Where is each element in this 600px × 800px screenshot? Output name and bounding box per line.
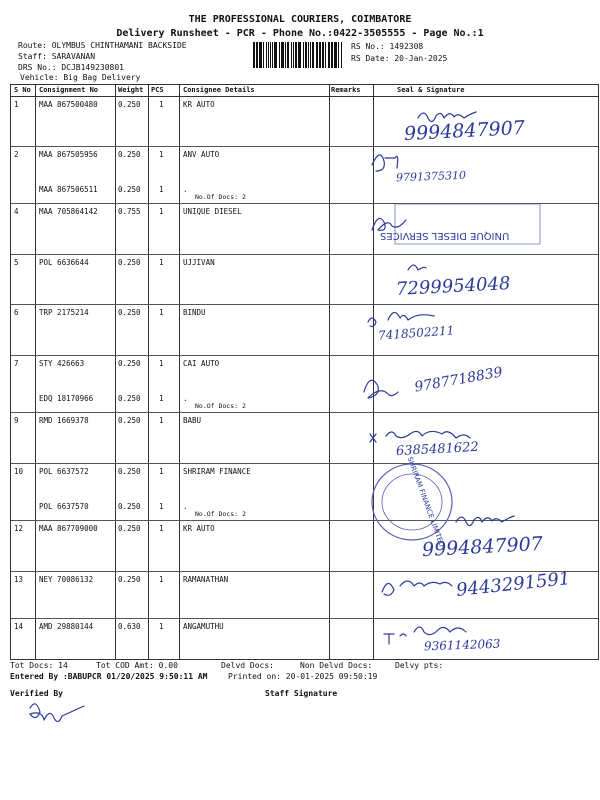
weight-value: 0.250: [118, 258, 141, 267]
pcs-value: 1: [159, 359, 164, 368]
serial-number: 2: [14, 150, 19, 159]
serial-number: 10: [14, 467, 24, 476]
handwritten-phone: 7299954048: [395, 273, 512, 300]
delivery-points: Delvy pts:: [395, 661, 444, 670]
consignee-name: .: [183, 394, 188, 403]
drs-label: DRS No.: DCJB149230801: [18, 63, 124, 72]
docs-count: No.Of Docs: 2: [195, 193, 246, 201]
consignee-name: KR AUTO: [183, 100, 215, 109]
col-consignee: Consignee Details: [183, 86, 255, 94]
pcs-value: 1: [159, 394, 164, 403]
weight-value: 0.250: [118, 308, 141, 317]
consignee-name: CAI AUTO: [183, 359, 220, 368]
weight-value: 0.250: [118, 467, 141, 476]
consignee-name: KR AUTO: [183, 524, 215, 533]
pcs-value: 1: [159, 467, 164, 476]
col-sno: S No: [14, 86, 31, 94]
col-weight: Weight: [118, 86, 144, 94]
consignment-number: EDQ 18170966: [39, 394, 94, 403]
signature-mark: [372, 218, 406, 230]
col-remarks: Remarks: [331, 86, 361, 94]
consignment-number: RMD 1669378: [39, 416, 89, 425]
serial-number: 13: [14, 575, 24, 584]
pcs-value: 1: [159, 150, 164, 159]
pcs-value: 1: [159, 185, 164, 194]
consignment-number: MAA 867505956: [39, 150, 98, 159]
weight-value: 0.250: [118, 100, 141, 109]
verified-signature: [30, 704, 84, 722]
serial-number: 5: [14, 258, 19, 267]
handwritten-phone: 9994847907: [403, 116, 526, 146]
runsheet-subtitle: Delivery Runsheet - PCR - Phone No.:0422-3505555 - Page No.:1: [116, 28, 484, 39]
consignee-name: UNIQUE DIESEL: [183, 207, 242, 216]
docs-count: No.Of Docs: 2: [195, 510, 246, 518]
serial-number: 7: [14, 359, 19, 368]
consignment-number: MAA 705864142: [39, 207, 98, 216]
entered-by: Entered By :BABUPCR 01/20/2025 9:50:11 AM: [10, 672, 208, 681]
docs-count: No.Of Docs: 2: [195, 402, 246, 410]
serial-number: 9: [14, 416, 19, 425]
handwritten-phone: 9443291591: [455, 568, 572, 601]
pcs-value: 1: [159, 100, 164, 109]
delivered-docs: Delvd Docs:: [221, 661, 274, 670]
consignment-number: POL 6637572: [39, 467, 89, 476]
pcs-value: 1: [159, 207, 164, 216]
consignment-number: MAA 867500480: [39, 100, 98, 109]
weight-value: 0.250: [118, 416, 141, 425]
vehicle-label: Vehicle: Big Bag Delivery: [20, 73, 141, 82]
consignment-number: POL 6636644: [39, 258, 89, 267]
staff-signature-label: Staff Signature: [265, 689, 338, 698]
consignee-name: .: [183, 185, 188, 194]
consignee-name: ANV AUTO: [183, 150, 220, 159]
pcs-value: 1: [159, 524, 164, 533]
serial-number: 1: [14, 100, 19, 109]
weight-value: 0.250: [118, 185, 141, 194]
weight-value: 0.250: [118, 359, 141, 368]
signature-mark: [382, 581, 452, 595]
weight-value: 0.755: [118, 207, 141, 216]
pcs-value: 1: [159, 575, 164, 584]
tot-cod-amount: Tot COD Amt: 0.00: [96, 661, 178, 670]
route-label: Route: OLYMBUS CHINTHAMANI BACKSIDE: [18, 41, 187, 50]
pcs-value: 1: [159, 308, 164, 317]
shriram-stamp-text: SHRIRAM FINANCE LIMITED: [405, 455, 446, 549]
handwritten-phone: 9361142063: [423, 636, 501, 654]
consignment-number: AMD 29880144: [39, 622, 94, 631]
rs-date-label: RS Date: 20-Jan-2025: [351, 54, 448, 63]
consignee-name: BINDU: [183, 308, 206, 317]
consignment-number: MAA 867709000: [39, 524, 98, 533]
pcs-value: 1: [159, 416, 164, 425]
tot-docs: Tot Docs: 14: [10, 661, 68, 670]
consignee-name: RAMANATHAN: [183, 575, 229, 584]
weight-value: 0.250: [118, 394, 141, 403]
serial-number: 12: [14, 524, 24, 533]
weight-value: 0.250: [118, 150, 141, 159]
weight-value: 0.250: [118, 524, 141, 533]
consignment-number: NEY 70086132: [39, 575, 94, 584]
handwritten-phone: 9791375310: [395, 168, 467, 185]
verified-by-label: Verified By: [10, 689, 63, 698]
rs-no-label: RS No.: 1492308: [351, 42, 424, 51]
consignment-number: POL 6637570: [39, 502, 89, 511]
weight-value: 0.250: [118, 502, 141, 511]
consignment-number: STY 426663: [39, 359, 85, 368]
consignment-number: MAA 867506511: [39, 185, 98, 194]
handwritten-phone: 9787718839: [413, 364, 504, 396]
non-delivered-docs: Non Delvd Docs:: [300, 661, 373, 670]
consignee-name: ANGAMUTHU: [183, 622, 224, 631]
consignee-name: .: [183, 502, 188, 511]
company-title: THE PROFESSIONAL COURIERS, COIMBATORE: [188, 14, 412, 25]
handwritten-phone: 9994847907: [421, 532, 544, 562]
pcs-value: 1: [159, 622, 164, 631]
consignee-name: SHRIRAM FINANCE: [183, 467, 251, 476]
handwritten-phone: 7418502211: [377, 323, 455, 343]
consignee-name: BABU: [183, 416, 202, 425]
col-consignment: Consignment No: [39, 86, 99, 94]
weight-value: 0.250: [118, 575, 141, 584]
consignee-name: UJJIVAN: [183, 258, 215, 267]
unique-diesel-stamp-text: UNIQUE DIESEL SERVICES: [380, 230, 510, 241]
weight-value: 0.630: [118, 622, 141, 631]
handwritten-phone: 6385481622: [395, 439, 480, 460]
serial-number: 6: [14, 308, 19, 317]
staff-label: Staff: SARAVANAN: [18, 52, 96, 61]
signature-mark: [372, 155, 398, 171]
col-pcs: PCS: [151, 86, 164, 94]
signature-mark: [408, 265, 426, 270]
pcs-value: 1: [159, 258, 164, 267]
printed-on: Printed on: 20-01-2025 09:50:19: [228, 672, 378, 681]
signature-mark: [456, 516, 514, 526]
signature-mark: [364, 380, 398, 398]
consignment-number: TRP 2175214: [39, 308, 89, 317]
col-seal-signature: Seal & Signature: [397, 86, 465, 94]
serial-number: 14: [14, 622, 24, 631]
pcs-value: 1: [159, 502, 164, 511]
serial-number: 4: [14, 207, 19, 216]
